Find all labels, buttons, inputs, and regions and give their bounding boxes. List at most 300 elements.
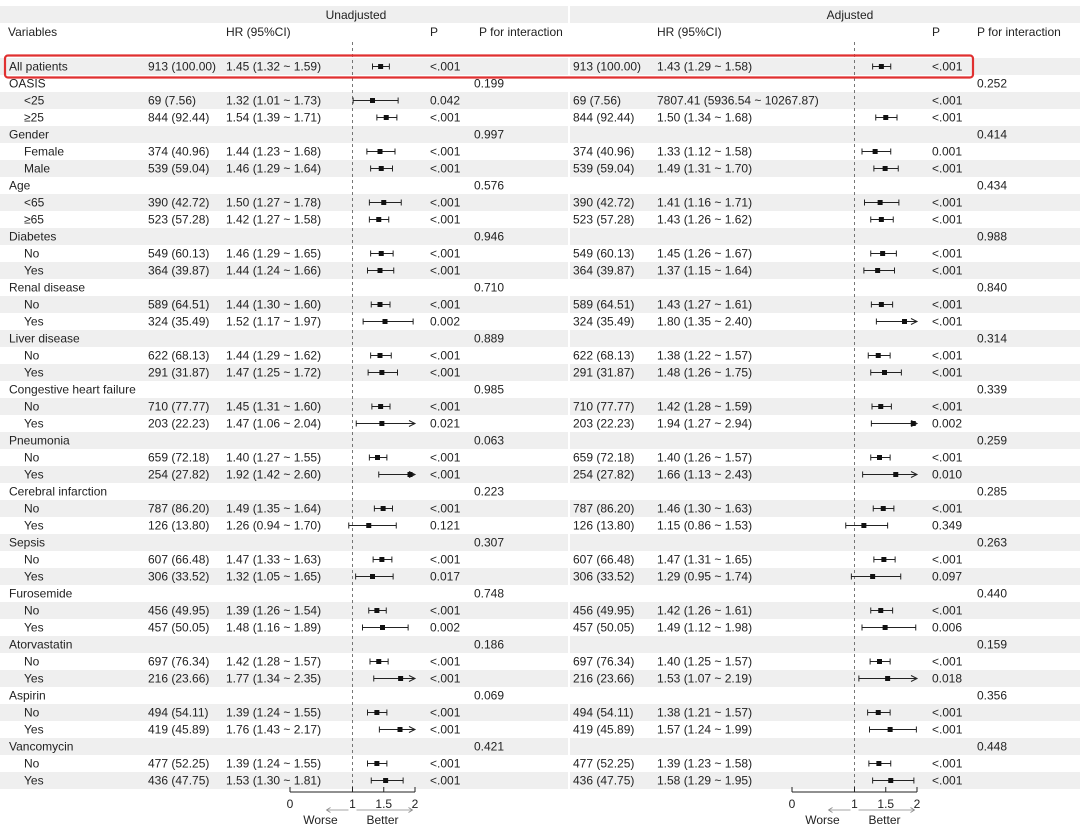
unadjusted-p-interaction: 0.199 [474,76,505,91]
unadjusted-better-label: Better [366,813,399,827]
adjusted-p-cell: <.001 [932,705,963,720]
adjusted-p-cell: <.001 [932,603,963,618]
unadjusted-point-estimate [379,166,384,171]
unadjusted-p-cell: <.001 [430,501,461,516]
adjusted-point-estimate [873,149,878,154]
unadjusted-hr-cell: 1.45 (1.32 ~ 1.59) [226,59,322,74]
unadjusted-point-estimate [378,149,383,154]
adjusted-n-cell: 324 (35.49) [573,314,635,329]
unadjusted-pint-header: P for interaction [479,25,563,39]
unadjusted-point-estimate [383,778,388,783]
adjusted-n-cell: 390 (42.72) [573,195,635,210]
row-band [570,160,1080,177]
adjusted-p-interaction: 0.434 [977,178,1008,193]
unadjusted-p-cell: <.001 [430,773,461,788]
adjusted-n-cell: 306 (33.52) [573,569,635,584]
adjusted-point-estimate [870,574,875,579]
adjusted-p-cell: <.001 [932,195,963,210]
header-band-unadjusted [0,6,568,23]
unadjusted-n-cell: 844 (92.44) [148,110,210,125]
header-row [0,6,1080,39]
adjusted-better-label: Better [868,813,901,827]
row-band [570,704,1080,721]
row-label: Yes [24,416,44,431]
row-label: No [24,705,40,720]
table-row [24,451,963,465]
row-label: No [24,552,40,567]
adjusted-hr-cell: 1.46 (1.30 ~ 1.63) [657,501,753,516]
adjusted-p-cell: <.001 [932,722,963,737]
unadjusted-point-estimate [383,319,388,324]
row-label: Yes [24,569,44,584]
adjusted-pint-header: P for interaction [977,25,1061,39]
adjusted-point-estimate [902,319,907,324]
unadjusted-hr-cell: 1.44 (1.24 ~ 1.66) [226,263,322,278]
adjusted-hr-cell: 1.39 (1.23 ~ 1.58) [657,756,753,771]
adjusted-p-interaction: 0.988 [977,229,1008,244]
adjusted-n-cell: 254 (27.82) [573,467,635,482]
unadjusted-n-cell: 697 (76.34) [148,654,210,669]
unadjusted-p-cell: 0.042 [430,93,461,108]
unadjusted-n-cell: 607 (66.48) [148,552,210,567]
adjusted-hr-cell: 1.49 (1.12 ~ 1.98) [657,620,753,635]
row-label: All patients [9,59,68,74]
row-label: ≥65 [24,212,44,227]
unadjusted-p-interaction: 0.186 [474,637,505,652]
adjusted-hr-cell: 1.43 (1.27 ~ 1.61) [657,297,753,312]
row-label: Atorvastatin [9,637,73,652]
table-row [9,383,1007,397]
unadjusted-n-cell: 364 (39.87) [148,263,210,278]
row-label: <65 [24,195,45,210]
unadjusted-hr-cell: 1.47 (1.33 ~ 1.63) [226,552,322,567]
unadjusted-hr-cell: 1.53 (1.30 ~ 1.81) [226,773,322,788]
unadjusted-p-cell: <.001 [430,195,461,210]
unadjusted-point-estimate [381,506,386,511]
unadjusted-n-cell: 456 (49.95) [148,603,210,618]
adjusted-p-interaction: 0.263 [977,535,1008,550]
adjusted-p-interaction: 0.285 [977,484,1008,499]
unadjusted-p-interaction: 0.576 [474,178,505,193]
adjusted-n-cell: 549 (60.13) [573,246,635,261]
adjusted-n-cell: 477 (52.25) [573,756,635,771]
row-band [570,194,1080,211]
adjusted-hr-cell: 1.45 (1.26 ~ 1.67) [657,246,753,261]
row-label: No [24,348,40,363]
x-axes [287,787,921,827]
adjusted-point-estimate [878,608,883,613]
table-row [9,587,1007,601]
adjusted-hr-cell: 1.94 (1.27 ~ 2.94) [657,416,753,431]
adjusted-p-cell: 0.349 [932,518,963,533]
row-band [570,466,1080,483]
adjusted-point-estimate [881,506,886,511]
table-row [24,315,963,329]
adjusted-n-cell: 659 (72.18) [573,450,635,465]
variables-header: Variables [8,25,58,39]
adjusted-hr-cell: 1.57 (1.24 ~ 1.99) [657,722,753,737]
adjusted-p-cell: <.001 [932,212,963,227]
table-row [9,281,1007,295]
unadjusted-p-cell: <.001 [430,450,461,465]
unadjusted-n-cell: 589 (64.51) [148,297,210,312]
row-band [570,364,1080,381]
adjusted-n-cell: 419 (45.89) [573,722,635,737]
row-label: No [24,399,40,414]
adjusted-p-cell: 0.001 [932,144,963,159]
unadjusted-hr-cell: 1.45 (1.31 ~ 1.60) [226,399,322,414]
unadjusted-point-estimate [379,421,384,426]
unadjusted-hr-cell: 1.42 (1.27 ~ 1.58) [226,212,322,227]
unadjusted-p-interaction: 0.997 [474,127,505,142]
table-row [24,757,963,771]
unadjusted-p-cell: <.001 [430,59,461,74]
unadjusted-point-estimate [378,353,383,358]
adjusted-hr-cell: 1.80 (1.35 ~ 2.40) [657,314,753,329]
unadjusted-n-cell: 539 (59.04) [148,161,210,176]
adjusted-n-cell: 364 (39.87) [573,263,635,278]
row-label: Sepsis [9,535,46,550]
unadjusted-hr-cell: 1.39 (1.24 ~ 1.55) [226,756,322,771]
unadjusted-n-cell: 436 (47.75) [148,773,210,788]
adjusted-hr-cell: 1.66 (1.13 ~ 2.43) [657,467,753,482]
unadjusted-hr-cell: 1.46 (1.29 ~ 1.65) [226,246,322,261]
unadjusted-hr-cell: 1.46 (1.29 ~ 1.64) [226,161,322,176]
unadjusted-n-cell: 254 (27.82) [148,467,210,482]
adjusted-point-estimate [879,302,884,307]
row-label: Yes [24,620,44,635]
unadjusted-hr-cell: 1.26 (0.94 ~ 1.70) [226,518,322,533]
adjusted-p-cell: <.001 [932,399,963,414]
adjusted-point-estimate [876,761,881,766]
unadjusted-point-estimate [378,302,383,307]
adjusted-point-estimate [888,778,893,783]
adjusted-p-cell: <.001 [932,246,963,261]
unadjusted-point-estimate [370,574,375,579]
unadjusted-n-cell: 913 (100.00) [148,59,217,74]
unadjusted-p-interaction: 0.946 [474,229,505,244]
unadjusted-p-cell: <.001 [430,348,461,363]
unadjusted-point-estimate [379,370,384,375]
adjusted-p-interaction: 0.314 [977,331,1008,346]
unadjusted-p-cell: <.001 [430,246,461,261]
row-label: Pneumonia [9,433,70,448]
unadjusted-title: Unadjusted [325,8,387,22]
unadjusted-p-cell: <.001 [430,722,461,737]
adjusted-hr-cell: 1.40 (1.26 ~ 1.57) [657,450,753,465]
unadjusted-hr-cell: 1.47 (1.06 ~ 2.04) [226,416,322,431]
unadjusted-point-estimate [376,659,381,664]
adjusted-p-cell: <.001 [932,501,963,516]
unadjusted-p-header: P [430,25,439,39]
adjusted-point-estimate [883,166,888,171]
unadjusted-p-cell: <.001 [430,467,461,482]
unadjusted-p-interaction: 0.985 [474,382,505,397]
adjusted-hr-cell: 1.38 (1.21 ~ 1.57) [657,705,753,720]
unadjusted-hr-cell: 1.49 (1.35 ~ 1.64) [226,501,322,516]
unadjusted-p-interaction: 0.421 [474,739,505,754]
row-label: No [24,450,40,465]
row-label: Liver disease [9,331,80,346]
adjusted-tick-label: 2 [913,797,921,811]
adjusted-point-estimate [875,268,880,273]
unadjusted-n-cell: 126 (13.80) [148,518,210,533]
unadjusted-point-estimate [381,200,386,205]
unadjusted-hr-cell: 1.39 (1.26 ~ 1.54) [226,603,322,618]
unadjusted-n-cell: 291 (31.87) [148,365,210,380]
adjusted-worse-label: Worse [805,813,840,827]
unadjusted-n-cell: 419 (45.89) [148,722,210,737]
adjusted-n-cell: 436 (47.75) [573,773,635,788]
unadjusted-point-estimate [384,115,389,120]
adjusted-hr-cell: 1.47 (1.31 ~ 1.65) [657,552,753,567]
adjusted-hr-cell: 1.38 (1.22 ~ 1.57) [657,348,753,363]
unadjusted-worse-label: Worse [303,813,338,827]
adjusted-p-cell: <.001 [932,93,963,108]
unadjusted-p-cell: <.001 [430,756,461,771]
adjusted-hr-cell: 1.42 (1.28 ~ 1.59) [657,399,753,414]
unadjusted-n-cell: 523 (57.28) [148,212,210,227]
adjusted-point-estimate [911,421,916,426]
unadjusted-n-cell: 787 (86.20) [148,501,210,516]
unadjusted-n-cell: 69 (7.56) [148,93,197,108]
adjusted-n-cell: 539 (59.04) [573,161,635,176]
adjusted-n-cell: 710 (77.77) [573,399,635,414]
row-band [570,92,1080,109]
adjusted-hr-cell: 7807.41 (5936.54 ~ 10267.87) [657,93,819,108]
row-label: Female [24,144,65,159]
unadjusted-hr-cell: 1.44 (1.29 ~ 1.62) [226,348,322,363]
unadjusted-p-cell: <.001 [430,212,461,227]
unadjusted-p-cell: <.001 [430,161,461,176]
unadjusted-p-cell: <.001 [430,671,461,686]
unadjusted-hr-cell: 1.39 (1.24 ~ 1.55) [226,705,322,720]
adjusted-hr-cell: 1.41 (1.16 ~ 1.71) [657,195,753,210]
row-band [570,500,1080,517]
row-band [570,262,1080,279]
adjusted-p-cell: <.001 [932,552,963,567]
unadjusted-hr-cell: 1.50 (1.27 ~ 1.78) [226,195,322,210]
row-label: Yes [24,671,44,686]
adjusted-hr-cell: 1.50 (1.34 ~ 1.68) [657,110,753,125]
row-label: No [24,246,40,261]
row-label: Vancomycin [9,739,74,754]
unadjusted-point-estimate [366,523,371,528]
unadjusted-n-cell: 659 (72.18) [148,450,210,465]
table-row [24,723,963,737]
adjusted-tick-label: 1.5 [877,797,895,811]
unadjusted-hr-cell: 1.47 (1.25 ~ 1.72) [226,365,322,380]
unadjusted-hr-cell: 1.40 (1.27 ~ 1.55) [226,450,322,465]
adjusted-n-cell: 374 (40.96) [573,144,635,159]
adjusted-n-cell: 607 (66.48) [573,552,635,567]
adjusted-tick-label: 1 [851,797,858,811]
adjusted-p-interaction: 0.259 [977,433,1008,448]
adjusted-n-cell: 457 (50.05) [573,620,635,635]
unadjusted-n-cell: 710 (77.77) [148,399,210,414]
adjusted-p-cell: 0.018 [932,671,963,686]
unadjusted-p-cell: <.001 [430,654,461,669]
row-label: No [24,756,40,771]
adjusted-point-estimate [882,370,887,375]
unadjusted-p-interaction: 0.223 [474,484,505,499]
unadjusted-hr-cell: 1.48 (1.16 ~ 1.89) [226,620,322,635]
unadjusted-p-cell: <.001 [430,144,461,159]
row-band [570,296,1080,313]
adjusted-p-cell: <.001 [932,365,963,380]
unadjusted-p-interaction: 0.069 [474,688,505,703]
table-row [9,179,1007,193]
unadjusted-point-estimate [379,557,384,562]
adjusted-p-cell: <.001 [932,59,963,74]
adjusted-hr-cell: 1.53 (1.07 ~ 2.19) [657,671,753,686]
row-label: OASIS [9,76,46,91]
adjusted-p-interaction: 0.356 [977,688,1008,703]
adjusted-p-cell: <.001 [932,348,963,363]
adjusted-p-header: P [932,25,941,39]
adjusted-point-estimate [879,64,884,69]
unadjusted-point-estimate [370,98,375,103]
row-band [570,398,1080,415]
adjusted-hr-cell: 1.43 (1.26 ~ 1.62) [657,212,753,227]
row-label: No [24,603,40,618]
unadjusted-p-cell: <.001 [430,705,461,720]
unadjusted-x-axis [287,787,419,827]
unadjusted-p-interaction: 0.063 [474,433,505,448]
unadjusted-p-interaction: 0.889 [474,331,505,346]
adjusted-p-cell: <.001 [932,297,963,312]
table-row [24,621,962,635]
unadjusted-n-cell: 477 (52.25) [148,756,210,771]
unadjusted-hr-cell: 1.44 (1.30 ~ 1.60) [226,297,322,312]
adjusted-p-interaction: 0.339 [977,382,1008,397]
row-label: ≥25 [24,110,44,125]
row-label: Yes [24,773,44,788]
unadjusted-p-cell: <.001 [430,365,461,380]
adjusted-hr-cell: 1.48 (1.26 ~ 1.75) [657,365,753,380]
adjusted-n-cell: 216 (23.66) [573,671,635,686]
adjusted-p-cell: 0.006 [932,620,963,635]
unadjusted-point-estimate [398,676,403,681]
table-row [24,111,963,125]
row-label: Diabetes [9,229,57,244]
adjusted-tick-label: 0 [788,797,796,811]
unadjusted-tick-label: 2 [411,797,419,811]
adjusted-point-estimate [880,251,885,256]
unadjusted-p-interaction: 0.710 [474,280,505,295]
unadjusted-point-estimate [374,761,379,766]
row-label: Male [24,161,51,176]
adjusted-n-cell: 291 (31.87) [573,365,635,380]
unadjusted-p-cell: 0.021 [430,416,461,431]
row-label: Renal disease [9,280,86,295]
unadjusted-point-estimate [378,268,383,273]
adjusted-hr-cell: 1.40 (1.25 ~ 1.57) [657,654,753,669]
adjusted-hr-cell: 1.29 (0.95 ~ 1.74) [657,569,753,584]
unadjusted-p-cell: <.001 [430,297,461,312]
unadjusted-point-estimate [378,64,383,69]
row-label: Yes [24,518,44,533]
unadjusted-point-estimate [378,404,383,409]
unadjusted-hr-cell: 1.32 (1.01 ~ 1.73) [226,93,322,108]
unadjusted-point-estimate [376,217,381,222]
row-band [570,58,1080,75]
adjusted-point-estimate [878,404,883,409]
row-label: No [24,654,40,669]
row-label: Furosemide [9,586,73,601]
unadjusted-hr-cell: 1.77 (1.34 ~ 2.35) [226,671,322,686]
table-row [24,349,963,363]
unadjusted-hr-cell: 1.44 (1.23 ~ 1.68) [226,144,322,159]
adjusted-p-cell: <.001 [932,654,963,669]
adjusted-point-estimate [883,625,888,630]
adjusted-point-estimate [877,659,882,664]
unadjusted-point-estimate [374,710,379,715]
row-label: <25 [24,93,45,108]
unadjusted-point-estimate [408,472,413,477]
unadjusted-p-cell: <.001 [430,263,461,278]
unadjusted-hr-cell: 1.92 (1.42 ~ 2.60) [226,467,322,482]
unadjusted-point-estimate [380,625,385,630]
row-label: Aspirin [9,688,46,703]
row-label: Yes [24,263,44,278]
unadjusted-hr-cell: 1.76 (1.43 ~ 2.17) [226,722,322,737]
adjusted-title: Adjusted [826,8,874,22]
header-band-adjusted [570,6,1080,23]
adjusted-p-cell: <.001 [932,773,963,788]
table-row [24,519,962,533]
unadjusted-tick-label: 1 [349,797,356,811]
row-label: Yes [24,467,44,482]
unadjusted-n-cell: 306 (33.52) [148,569,210,584]
unadjusted-n-cell: 457 (50.05) [148,620,210,635]
adjusted-n-cell: 697 (76.34) [573,654,635,669]
unadjusted-n-cell: 549 (60.13) [148,246,210,261]
unadjusted-n-cell: 374 (40.96) [148,144,210,159]
row-label: Yes [24,722,44,737]
unadjusted-n-cell: 203 (22.23) [148,416,210,431]
table-row [24,247,963,261]
unadjusted-p-cell: 0.002 [430,314,461,329]
adjusted-point-estimate [878,200,883,205]
unadjusted-n-cell: 216 (23.66) [148,671,210,686]
table-row [24,145,962,159]
unadjusted-p-cell: <.001 [430,110,461,125]
adjusted-p-cell: <.001 [932,450,963,465]
adjusted-p-cell: <.001 [932,161,963,176]
table-row [9,485,1007,499]
adjusted-hr-cell: 1.37 (1.15 ~ 1.64) [657,263,753,278]
unadjusted-n-cell: 390 (42.72) [148,195,210,210]
adjusted-n-cell: 913 (100.00) [573,59,642,74]
row-band [570,772,1080,789]
table-row [24,417,962,431]
adjusted-hr-cell: 1.15 (0.86 ~ 1.53) [657,518,753,533]
table-row [9,689,1007,703]
adjusted-hr-cell: 1.42 (1.26 ~ 1.61) [657,603,753,618]
adjusted-point-estimate [888,727,893,732]
unadjusted-n-cell: 622 (68.13) [148,348,210,363]
adjusted-p-cell: 0.097 [932,569,963,584]
unadjusted-hr-cell: 1.42 (1.28 ~ 1.57) [226,654,322,669]
unadjusted-n-cell: 494 (54.11) [148,705,209,720]
adjusted-n-cell: 126 (13.80) [573,518,635,533]
adjusted-p-cell: <.001 [932,263,963,278]
unadjusted-tick-label: 0 [286,797,294,811]
row-label: Cerebral infarction [9,484,108,499]
adjusted-point-estimate [893,472,898,477]
row-label: Gender [9,127,50,142]
